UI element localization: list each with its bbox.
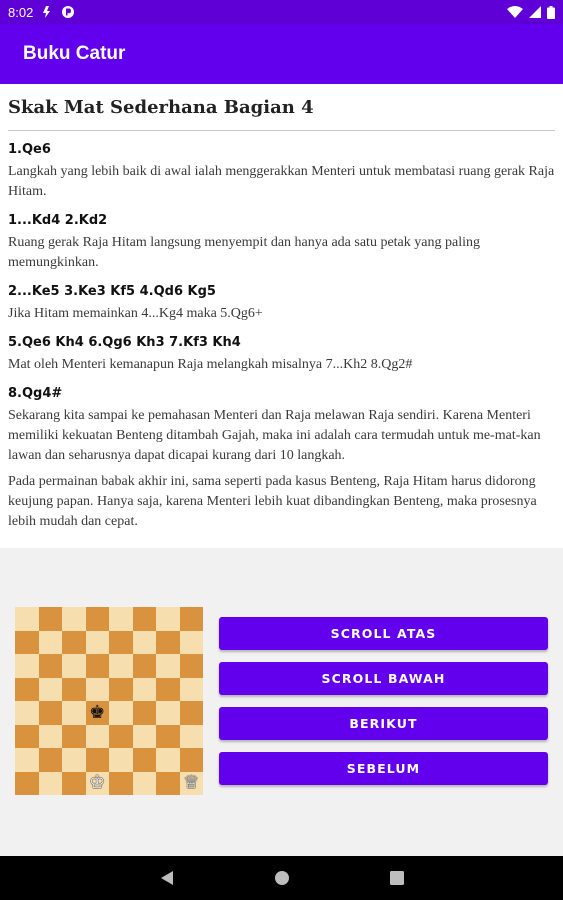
board-square-e7: [109, 631, 133, 655]
board-square-f3: [133, 725, 157, 749]
app-bar: [0, 24, 563, 84]
board-square-d7: [86, 631, 110, 655]
board-square-c7: [62, 631, 86, 655]
board-square-b3: [39, 725, 63, 749]
move-section: [8, 140, 555, 202]
board-square-a2: [15, 748, 39, 772]
chess-board: [15, 607, 203, 795]
move-notation: 2...Ke5 3.Ke3 Kf5 4.Qd6 Kg5: [8, 284, 216, 299]
article-content[interactable]: [0, 84, 563, 548]
board-square-h6: [180, 654, 204, 678]
board-square-d5: [86, 678, 110, 702]
board-square-h5: [180, 678, 204, 702]
board-square-a7: [15, 631, 39, 655]
board-square-g1: [156, 772, 180, 796]
board-square-f1: [133, 772, 157, 796]
board-square-f5: [133, 678, 157, 702]
board-square-a4: [15, 701, 39, 725]
previous-button[interactable]: SEBELUM: [219, 752, 548, 785]
board-square-g4: [156, 701, 180, 725]
board-square-d6: [86, 654, 110, 678]
battery-icon: [547, 6, 555, 19]
board-square-c2: [62, 748, 86, 772]
board-square-h4: [180, 701, 204, 725]
scroll-down-button[interactable]: SCROLL BAWAH: [219, 662, 548, 695]
board-square-a8: [15, 607, 39, 631]
board-square-b7: [39, 631, 63, 655]
status-bar: [0, 0, 563, 24]
move-section: [8, 333, 555, 375]
status-time: 8:02: [8, 4, 34, 20]
move-notation: 1...Kd4 2.Kd2: [8, 213, 108, 228]
move-section: [8, 384, 555, 466]
control-panel: [0, 548, 563, 856]
black-king-icon: ♚: [89, 701, 106, 723]
board-square-g3: [156, 725, 180, 749]
board-square-c4: [62, 701, 86, 725]
move-description: Mat oleh Menteri kemanapun Raja melangkah misalnya 7...Kh2 8.Qg2#: [8, 357, 413, 372]
board-square-a1: [15, 772, 39, 796]
board-square-c1: [62, 772, 86, 796]
board-square-c8: [62, 607, 86, 631]
board-square-g6: [156, 654, 180, 678]
move-notation: 1.Qe6: [8, 142, 51, 157]
move-description: Jika Hitam memainkan 4...Kg4 maka 5.Qg6+: [8, 306, 263, 321]
app-notification-icon: [61, 5, 75, 19]
board-square-h3: [180, 725, 204, 749]
board-square-e2: [109, 748, 133, 772]
article-paragraph: Pada permainan babak akhir ini, sama seperti pada kasus Benteng, Raja Hitam harus didorong keujung papan. Hanya saja, karena Menteri lebih kuat dibandingkan Benteng, maka prosesnya lebih mudah dan cepat.: [8, 474, 537, 529]
board-square-h2: [180, 748, 204, 772]
move-notation: 8.Qg4#: [8, 386, 63, 401]
recents-icon[interactable]: [390, 871, 404, 885]
navigation-bar: [0, 856, 563, 900]
wifi-icon: [507, 6, 523, 18]
move-description: Langkah yang lebih baik di awal ialah menggerakkan Menteri untuk membatasi ruang gerak Raja Hitam.: [8, 164, 555, 199]
board-square-d1: [86, 772, 110, 796]
board-square-h8: [180, 607, 204, 631]
move-description: Ruang gerak Raja Hitam langsung menyempit dan hanya ada satu petak yang paling memungkinkan.: [8, 235, 480, 270]
next-button[interactable]: BERIKUT: [219, 707, 548, 740]
board-square-b1: [39, 772, 63, 796]
board-square-g7: [156, 631, 180, 655]
board-square-f8: [133, 607, 157, 631]
board-square-g5: [156, 678, 180, 702]
white-queen-icon: ♕: [183, 772, 200, 794]
button-group: [219, 617, 548, 797]
board-square-f6: [133, 654, 157, 678]
board-square-d8: [86, 607, 110, 631]
board-square-a6: [15, 654, 39, 678]
board-square-e4: [109, 701, 133, 725]
board-square-d2: [86, 748, 110, 772]
back-icon[interactable]: [160, 870, 174, 886]
board-square-f2: [133, 748, 157, 772]
board-square-a5: [15, 678, 39, 702]
white-king-icon: ♔: [89, 772, 106, 794]
board-square-d3: [86, 725, 110, 749]
board-square-b6: [39, 654, 63, 678]
board-square-g8: [156, 607, 180, 631]
move-notation: 5.Qe6 Kh4 6.Qg6 Kh3 7.Kf3 Kh4: [8, 335, 241, 350]
board-square-d4: [86, 701, 110, 725]
board-square-e6: [109, 654, 133, 678]
move-section: [8, 211, 555, 273]
board-square-e3: [109, 725, 133, 749]
board-square-b4: [39, 701, 63, 725]
board-square-c3: [62, 725, 86, 749]
board-square-b5: [39, 678, 63, 702]
board-square-h1: [180, 772, 204, 796]
board-square-h7: [180, 631, 204, 655]
scroll-up-button[interactable]: SCROLL ATAS: [219, 617, 548, 650]
app-title: Buku Catur: [23, 43, 126, 64]
board-square-f4: [133, 701, 157, 725]
article-title: Skak Mat Sederhana Bagian 4: [8, 84, 555, 131]
board-square-c6: [62, 654, 86, 678]
move-description: Sekarang kita sampai ke pemahasan Menteri dan Raja melawan Raja sendiri. Karena Menteri memiliki kekuatan Benteng ditambah Gajah, maka ini adalah cara termudah untuk me-mat-kan lawan dan seharusnya dapat dicapai kurang dari 10 langkah.: [8, 408, 541, 463]
board-square-a3: [15, 725, 39, 749]
board-square-g2: [156, 748, 180, 772]
board-square-b8: [39, 607, 63, 631]
board-square-f7: [133, 631, 157, 655]
board-square-e1: [109, 772, 133, 796]
board-square-c5: [62, 678, 86, 702]
data-saver-icon: [41, 5, 53, 19]
home-icon[interactable]: [274, 870, 290, 886]
signal-icon: [529, 6, 541, 18]
board-square-b2: [39, 748, 63, 772]
board-square-e8: [109, 607, 133, 631]
board-square-e5: [109, 678, 133, 702]
move-section: [8, 282, 555, 324]
